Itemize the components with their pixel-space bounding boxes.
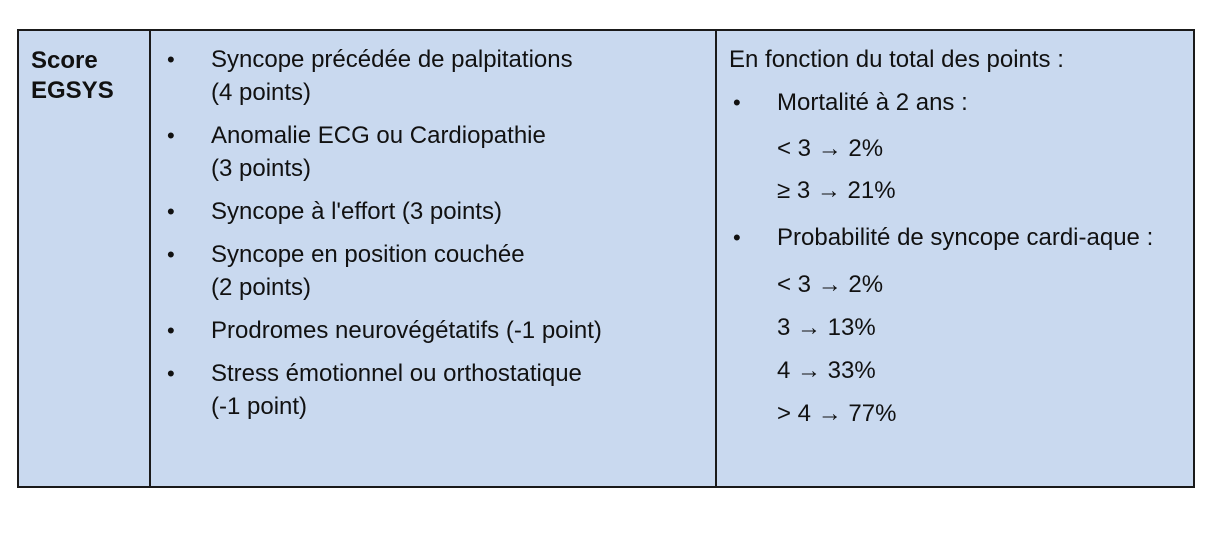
criterion-label: Anomalie ECG ou Cardiopathie	[211, 122, 546, 149]
results-intro: En fonction du total des points :	[729, 46, 1064, 73]
criterion-item	[151, 195, 715, 228]
result-group-label: Probabilité de syncope cardi-aque :	[777, 224, 1154, 251]
bullet-icon: •	[733, 90, 741, 115]
result-value: < 3 → 2%	[777, 271, 884, 298]
result-value: < 3 → 2%	[777, 135, 884, 162]
bullet-icon: •	[167, 318, 175, 343]
score-name-line-1: Score	[31, 47, 98, 74]
criterion-points: (2 points)	[211, 274, 312, 301]
result-values	[777, 263, 1177, 435]
result-group-mortality	[729, 86, 1177, 212]
criterion-label: Syncope à l'effort (3 points)	[211, 198, 502, 225]
criterion-label: Syncope précédée de palpitations	[211, 46, 573, 73]
bullet-icon: •	[167, 361, 175, 386]
criterion-item	[151, 238, 715, 304]
egsys-score-table	[17, 29, 1195, 488]
criterion-label: Syncope en position couchée	[211, 241, 525, 268]
result-group-cardiac-probability	[729, 221, 1177, 435]
criterion-item	[151, 357, 715, 423]
criteria-cell	[151, 31, 717, 486]
criterion-label: Prodromes neurovégétatifs (-1 point)	[211, 317, 602, 344]
result-value: 3 → 13%	[777, 314, 876, 341]
result-value: ≥ 3 → 21%	[777, 177, 896, 204]
result-group-label: Mortalité à 2 ans :	[777, 89, 968, 116]
criterion-points: (4 points)	[211, 79, 312, 106]
result-values	[777, 128, 1177, 212]
criterion-points: (3 points)	[211, 155, 312, 182]
result-value: > 4 → 77%	[777, 400, 897, 427]
bullet-icon: •	[167, 47, 175, 72]
criterion-item	[151, 119, 715, 185]
criterion-points: (-1 point)	[211, 393, 308, 420]
results-cell	[717, 31, 1193, 486]
criterion-item	[151, 314, 715, 347]
score-name-line-2: EGSYS	[31, 77, 114, 104]
bullet-icon: •	[167, 199, 175, 224]
criterion-label: Stress émotionnel ou orthostatique	[211, 360, 582, 387]
bullet-icon: •	[167, 123, 175, 148]
result-value: 4 → 33%	[777, 357, 876, 384]
score-name-cell	[19, 31, 151, 486]
bullet-icon: •	[733, 225, 741, 250]
criterion-item	[151, 43, 715, 109]
bullet-icon: •	[167, 242, 175, 267]
